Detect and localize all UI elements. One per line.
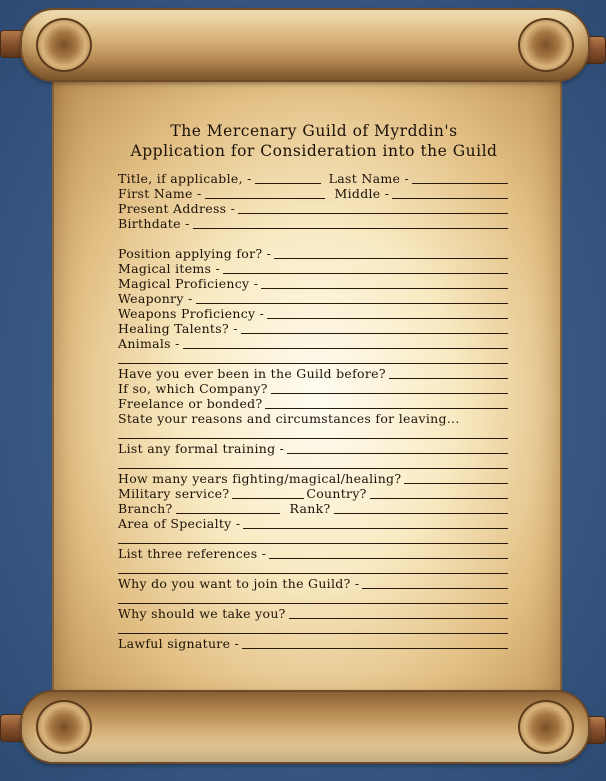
weapons-proficiency-label: Weapons Proficiency -	[118, 306, 265, 321]
row-formal-training	[118, 441, 510, 456]
row-birthdate	[118, 216, 510, 231]
row-guild-before	[118, 366, 510, 381]
row-area-specialty-continued	[118, 531, 510, 546]
guild-before-label: Have you ever been in the Guild before?	[118, 366, 386, 381]
weapons-proficiency-field[interactable]	[267, 307, 508, 319]
position-field[interactable]	[274, 247, 508, 259]
magical-proficiency-field[interactable]	[261, 277, 508, 289]
why-take-label: Why should we take you?	[118, 606, 286, 621]
form-title	[118, 121, 510, 161]
birthdate-field[interactable]	[193, 217, 508, 229]
branch-field[interactable]	[176, 502, 280, 514]
area-specialty-field[interactable]	[243, 517, 508, 529]
row-title-lastname	[118, 171, 510, 186]
first-name-field[interactable]	[205, 187, 325, 199]
title-field[interactable]	[255, 172, 321, 184]
magical-items-label: Magical items -	[118, 261, 221, 276]
row-reasons-leaving	[118, 411, 510, 426]
row-formal-training-continued	[118, 456, 510, 471]
military-service-field[interactable]	[232, 487, 304, 499]
row-weapons-proficiency	[118, 306, 510, 321]
scroll-curl-icon	[518, 18, 574, 72]
row-area-specialty	[118, 516, 510, 531]
address-label: Present Address -	[118, 201, 236, 216]
application-form	[118, 121, 510, 651]
position-label: Position applying for? -	[118, 246, 272, 261]
references-field[interactable]	[269, 547, 508, 559]
row-references-continued	[118, 561, 510, 576]
why-join-field[interactable]	[362, 577, 508, 589]
row-why-join-continued	[118, 591, 510, 606]
title-label: Title, if applicable, -	[118, 171, 252, 186]
why-join-label: Why do you want to join the Guild? -	[118, 576, 360, 591]
which-company-field[interactable]	[271, 382, 508, 394]
row-animals	[118, 336, 510, 351]
row-freelance	[118, 396, 510, 411]
row-which-company	[118, 381, 510, 396]
middle-label: Middle -	[334, 186, 390, 201]
rank-field[interactable]	[334, 502, 508, 514]
signature-label: Lawful signature -	[118, 636, 240, 651]
birthdate-label: Birthdate -	[118, 216, 190, 231]
title-line-1: The Mercenary Guild of Myrddin's	[170, 122, 458, 140]
reasons-leaving-label: State your reasons and circumstances for leaving...	[118, 411, 460, 426]
row-why-join	[118, 576, 510, 591]
formal-training-label: List any formal training -	[118, 441, 285, 456]
which-company-label: If so, which Company?	[118, 381, 268, 396]
row-weaponry	[118, 291, 510, 306]
row-why-take-continued	[118, 621, 510, 636]
row-address	[118, 201, 510, 216]
area-specialty-field-continued[interactable]	[118, 532, 508, 544]
references-label: List three references -	[118, 546, 267, 561]
row-animals-continued	[118, 351, 510, 366]
country-field[interactable]	[370, 487, 508, 499]
freelance-label: Freelance or bonded?	[118, 396, 263, 411]
branch-label: Branch?	[118, 501, 173, 516]
years-fighting-field[interactable]	[404, 472, 508, 484]
scroll-curl-icon	[36, 700, 92, 754]
last-name-field[interactable]	[412, 172, 508, 184]
row-signature	[118, 636, 510, 651]
address-field[interactable]	[238, 202, 508, 214]
last-name-label: Last Name -	[328, 171, 409, 186]
row-reasons-continued	[118, 426, 510, 441]
rank-label: Rank?	[289, 501, 331, 516]
first-name-label: First Name -	[118, 186, 202, 201]
healing-talents-label: Healing Talents? -	[118, 321, 238, 336]
why-take-field-continued[interactable]	[118, 622, 508, 634]
row-magical-items	[118, 261, 510, 276]
middle-field[interactable]	[392, 187, 508, 199]
animals-field-continued[interactable]	[118, 352, 508, 364]
magical-proficiency-label: Magical Proficiency -	[118, 276, 259, 291]
row-why-take	[118, 606, 510, 621]
military-service-label: Military service?	[118, 486, 230, 501]
area-specialty-label: Area of Specialty -	[118, 516, 241, 531]
years-fighting-label: How many years fighting/magical/healing?	[118, 471, 402, 486]
why-join-field-continued[interactable]	[118, 592, 508, 604]
guild-before-field[interactable]	[389, 367, 508, 379]
healing-talents-field[interactable]	[241, 322, 508, 334]
scroll-bottom-roll	[20, 690, 590, 764]
row-firstname-middle	[118, 186, 510, 201]
weaponry-label: Weaponry -	[118, 291, 193, 306]
country-label: Country?	[306, 486, 367, 501]
row-magical-proficiency	[118, 276, 510, 291]
scroll-curl-icon	[36, 18, 92, 72]
row-years-fighting	[118, 471, 510, 486]
signature-field[interactable]	[242, 637, 508, 649]
references-field-continued[interactable]	[118, 562, 508, 574]
weaponry-field[interactable]	[196, 292, 509, 304]
animals-label: Animals -	[118, 336, 180, 351]
scroll-curl-icon	[518, 700, 574, 754]
formal-training-field[interactable]	[287, 442, 508, 454]
why-take-field[interactable]	[289, 607, 508, 619]
row-branch-rank	[118, 501, 510, 516]
formal-training-field-continued[interactable]	[118, 457, 508, 469]
freelance-field[interactable]	[265, 397, 508, 409]
row-military-country	[118, 486, 510, 501]
scroll-top-roll	[20, 8, 590, 82]
animals-field[interactable]	[183, 337, 508, 349]
magical-items-field[interactable]	[223, 262, 508, 274]
row-references	[118, 546, 510, 561]
row-position	[118, 246, 510, 261]
row-healing-talents	[118, 321, 510, 336]
reasons-leaving-field[interactable]	[118, 427, 508, 439]
title-line-2: Application for Consideration into the Guild	[130, 142, 498, 160]
